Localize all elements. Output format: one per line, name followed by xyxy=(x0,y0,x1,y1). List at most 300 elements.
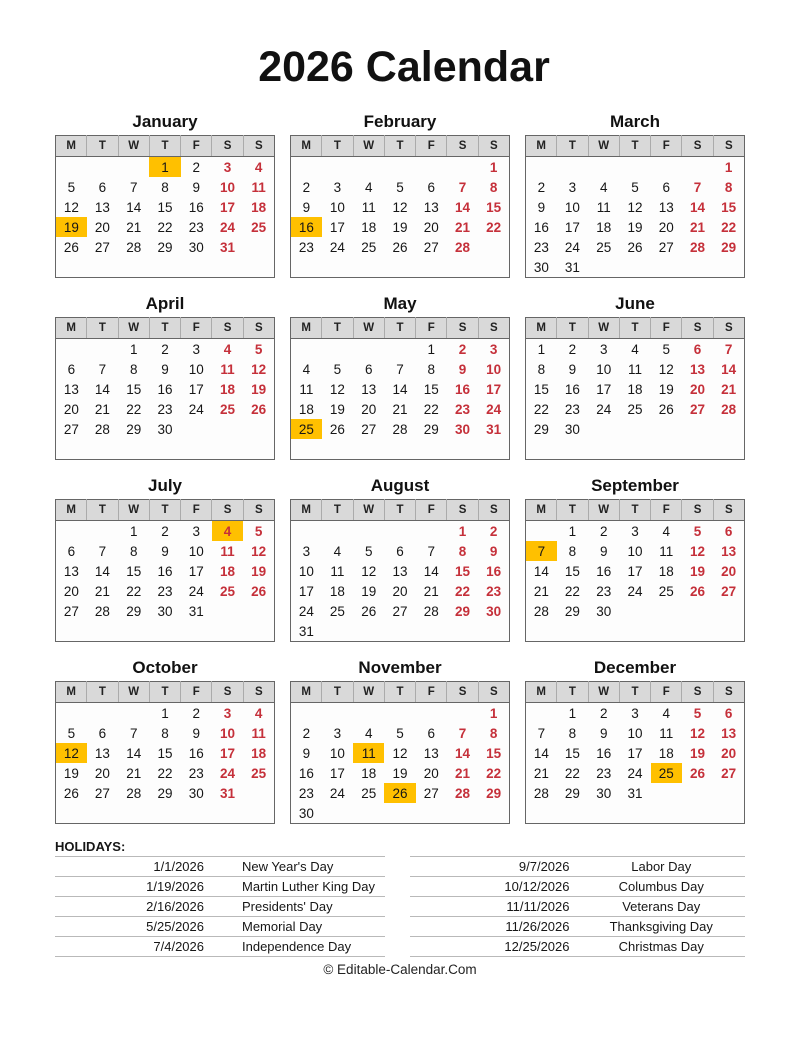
day-cell: 16 xyxy=(596,745,612,761)
day-cell xyxy=(416,621,447,642)
day-cell-highlighted: 11 xyxy=(353,743,384,763)
day-cell: 27 xyxy=(63,603,79,619)
day-cell xyxy=(353,339,384,360)
weekday-header: F xyxy=(416,500,447,521)
day-cell: 30 xyxy=(596,785,612,801)
day-cell xyxy=(384,157,415,178)
day-cell: 12 xyxy=(690,725,706,741)
day-cell: 23 xyxy=(188,765,204,781)
day-cell xyxy=(291,703,322,724)
day-cell: 25 xyxy=(658,583,674,599)
day-cell: 13 xyxy=(423,745,439,761)
holiday-name: New Year's Day xyxy=(220,857,385,877)
week-row xyxy=(56,359,275,379)
weekday-header: M xyxy=(291,682,322,703)
week-row xyxy=(291,399,510,419)
weekday-header-row xyxy=(291,682,510,703)
day-cell xyxy=(713,257,744,278)
holidays-section xyxy=(55,837,745,957)
day-cell: 15 xyxy=(126,381,142,397)
day-cell: 28 xyxy=(126,239,142,255)
day-cell: 8 xyxy=(568,725,577,741)
day-cell xyxy=(619,419,650,439)
day-cell xyxy=(478,803,509,824)
day-cell: 24 xyxy=(329,239,345,255)
day-cell: 23 xyxy=(298,785,314,801)
day-cell xyxy=(243,237,274,257)
weekday-header: F xyxy=(651,500,682,521)
weekday-header: F xyxy=(181,500,212,521)
day-cell: 4 xyxy=(364,179,373,195)
day-cell: 11 xyxy=(220,543,235,559)
day-cell: 14 xyxy=(423,563,439,579)
holiday-row xyxy=(55,937,385,957)
day-cell: 8 xyxy=(427,361,436,377)
day-cell: 3 xyxy=(302,543,311,559)
day-cell: 12 xyxy=(627,199,643,215)
weekday-header: M xyxy=(526,682,557,703)
day-cell xyxy=(384,339,415,360)
day-cell: 11 xyxy=(627,361,642,377)
day-cell xyxy=(447,803,478,824)
weekday-header: T xyxy=(619,136,650,157)
day-cell xyxy=(56,157,87,178)
day-cell: 23 xyxy=(564,401,580,417)
week-row xyxy=(526,257,745,278)
weekday-header: S xyxy=(212,682,243,703)
weekday-header: S xyxy=(478,682,509,703)
day-cell: 5 xyxy=(333,361,342,377)
day-cell: 5 xyxy=(67,725,76,741)
day-cell: 27 xyxy=(63,421,79,437)
weekday-header: T xyxy=(619,682,650,703)
day-cell: 10 xyxy=(596,361,612,377)
weekday-header: S xyxy=(447,136,478,157)
day-cell: 20 xyxy=(721,745,737,761)
month-title: December xyxy=(593,658,677,678)
weekday-header: T xyxy=(557,682,588,703)
day-cell: 2 xyxy=(302,725,311,741)
day-cell: 8 xyxy=(161,725,169,741)
day-cell xyxy=(588,621,619,642)
day-cell: 8 xyxy=(458,543,467,559)
day-cell: 29 xyxy=(721,239,737,255)
day-cell: 26 xyxy=(361,603,377,619)
weekday-header-row xyxy=(56,500,275,521)
day-cell xyxy=(322,339,353,360)
months-grid xyxy=(55,111,808,824)
day-cell: 11 xyxy=(299,381,314,397)
day-cell: 21 xyxy=(533,765,549,781)
day-cell: 18 xyxy=(220,381,236,397)
week-row xyxy=(526,581,745,601)
week-row xyxy=(291,359,510,379)
day-cell: 22 xyxy=(157,765,173,781)
week-row xyxy=(291,803,510,824)
week-row xyxy=(291,561,510,581)
week-row xyxy=(526,237,745,257)
week-row xyxy=(56,601,275,621)
day-cell: 1 xyxy=(458,523,467,539)
day-cell: 3 xyxy=(223,705,232,721)
day-cell: 4 xyxy=(364,725,373,741)
holidays-header-row xyxy=(410,837,745,857)
day-cell: 21 xyxy=(392,401,408,417)
day-cell: 20 xyxy=(721,563,737,579)
weekday-header: M xyxy=(526,136,557,157)
day-cell xyxy=(353,257,384,278)
day-cell: 22 xyxy=(564,765,580,781)
week-row xyxy=(526,197,745,217)
day-cell: 17 xyxy=(486,381,502,397)
day-cell: 27 xyxy=(94,785,110,801)
day-cell: 26 xyxy=(627,239,643,255)
day-cell: 9 xyxy=(489,543,498,559)
day-cell: 23 xyxy=(596,765,612,781)
holiday-name: Independence Day xyxy=(220,937,385,957)
day-cell: 31 xyxy=(220,239,236,255)
day-cell xyxy=(682,601,713,621)
day-cell: 5 xyxy=(364,543,373,559)
weekday-header: W xyxy=(353,500,384,521)
day-cell: 14 xyxy=(533,745,549,761)
day-cell xyxy=(291,339,322,360)
weekday-header: M xyxy=(56,136,87,157)
day-cell: 19 xyxy=(361,583,377,599)
day-cell: 6 xyxy=(662,179,671,195)
day-cell: 26 xyxy=(392,239,408,255)
weekday-header: S xyxy=(682,682,713,703)
day-cell: 25 xyxy=(329,603,345,619)
page-title: 2026 Calendar xyxy=(258,43,550,91)
weekday-header: W xyxy=(588,318,619,339)
weekday-header: M xyxy=(56,500,87,521)
day-cell xyxy=(56,621,87,642)
week-row xyxy=(56,763,275,783)
weekday-header: W xyxy=(588,500,619,521)
day-cell: 24 xyxy=(596,401,612,417)
week-row xyxy=(56,157,275,178)
holidays-label: HOLIDAYS: xyxy=(55,837,385,857)
day-cell: 8 xyxy=(724,179,733,195)
day-cell: 9 xyxy=(302,199,311,215)
day-cell xyxy=(416,157,447,178)
weekday-header-row xyxy=(526,500,745,521)
week-row xyxy=(526,763,745,783)
day-cell: 2 xyxy=(599,705,608,721)
day-cell: 31 xyxy=(486,421,502,437)
day-cell: 27 xyxy=(721,765,737,781)
day-cell xyxy=(713,601,744,621)
holiday-date: 9/7/2026 xyxy=(410,857,578,877)
day-cell xyxy=(416,521,447,542)
day-cell: 14 xyxy=(126,745,142,761)
day-cell: 23 xyxy=(533,239,549,255)
day-cell xyxy=(322,621,353,642)
day-cell xyxy=(478,257,509,278)
day-cell: 10 xyxy=(329,199,345,215)
weekday-header: S xyxy=(243,500,274,521)
day-cell xyxy=(353,439,384,460)
day-cell: 1 xyxy=(568,705,577,721)
day-cell: 12 xyxy=(392,745,408,761)
day-cell: 3 xyxy=(333,179,342,195)
weekday-header: M xyxy=(526,318,557,339)
day-cell: 12 xyxy=(392,199,408,215)
day-cell: 13 xyxy=(392,563,408,579)
week-row xyxy=(291,339,510,360)
week-row xyxy=(526,217,745,237)
day-cell: 13 xyxy=(690,361,706,377)
day-cell: 15 xyxy=(157,745,173,761)
day-cell xyxy=(322,157,353,178)
month-title: October xyxy=(132,658,198,678)
day-cell: 3 xyxy=(631,705,639,721)
day-cell: 15 xyxy=(564,745,580,761)
weekday-header: T xyxy=(322,500,353,521)
month-december xyxy=(525,657,745,824)
week-row xyxy=(56,621,275,642)
day-cell: 25 xyxy=(596,239,612,255)
week-row xyxy=(291,379,510,399)
day-cell: 9 xyxy=(599,543,608,559)
weekday-header: M xyxy=(291,318,322,339)
day-cell xyxy=(651,621,682,642)
day-cell: 29 xyxy=(423,421,439,437)
day-cell: 11 xyxy=(596,199,611,215)
day-cell: 25 xyxy=(251,765,267,781)
day-cell: 10 xyxy=(329,745,345,761)
day-cell xyxy=(651,439,682,460)
weekday-header: M xyxy=(291,136,322,157)
day-cell: 9 xyxy=(458,361,467,377)
day-cell: 16 xyxy=(533,219,549,235)
day-cell: 7 xyxy=(693,179,702,195)
day-cell xyxy=(87,339,118,360)
day-cell: 21 xyxy=(126,219,142,235)
day-cell: 10 xyxy=(486,361,502,377)
day-cell xyxy=(56,803,87,824)
month-table xyxy=(525,499,745,642)
week-row xyxy=(291,783,510,803)
day-cell: 21 xyxy=(455,765,471,781)
week-row xyxy=(56,743,275,763)
day-cell xyxy=(447,703,478,724)
week-row xyxy=(526,601,745,621)
day-cell: 26 xyxy=(690,583,706,599)
month-title: May xyxy=(383,294,417,314)
day-cell xyxy=(682,419,713,439)
day-cell: 30 xyxy=(157,421,173,437)
day-cell: 7 xyxy=(396,361,404,377)
month-november xyxy=(290,657,510,824)
day-cell: 6 xyxy=(396,543,404,559)
day-cell: 23 xyxy=(455,401,471,417)
day-cell: 19 xyxy=(690,745,706,761)
day-cell xyxy=(181,439,212,460)
day-cell xyxy=(87,157,118,178)
day-cell: 19 xyxy=(251,563,267,579)
day-cell: 27 xyxy=(721,583,737,599)
day-cell xyxy=(87,439,118,460)
day-cell xyxy=(588,803,619,824)
weekday-header-row xyxy=(56,136,275,157)
day-cell xyxy=(713,783,744,803)
day-cell xyxy=(56,257,87,278)
day-cell: 24 xyxy=(220,765,236,781)
day-cell: 13 xyxy=(94,199,110,215)
day-cell: 9 xyxy=(161,543,169,559)
week-row xyxy=(526,157,745,178)
week-row xyxy=(56,419,275,439)
day-cell: 23 xyxy=(298,239,314,255)
day-cell xyxy=(416,257,447,278)
day-cell: 20 xyxy=(361,401,377,417)
day-cell: 8 xyxy=(489,179,498,195)
day-cell xyxy=(526,621,557,642)
day-cell: 28 xyxy=(94,603,110,619)
weekday-header: S xyxy=(212,136,243,157)
holidays-header-row xyxy=(55,837,385,857)
day-cell: 3 xyxy=(192,523,201,539)
day-cell: 18 xyxy=(329,583,345,599)
day-cell xyxy=(682,621,713,642)
holiday-row xyxy=(410,897,745,917)
day-cell: 30 xyxy=(157,603,173,619)
day-cell xyxy=(619,157,650,178)
day-cell: 29 xyxy=(533,421,549,437)
day-cell: 6 xyxy=(67,361,76,377)
day-cell xyxy=(212,257,243,278)
day-cell-highlighted: 1 xyxy=(149,157,180,178)
weekday-header: M xyxy=(56,682,87,703)
day-cell xyxy=(212,803,243,824)
day-cell: 6 xyxy=(724,523,733,539)
day-cell: 7 xyxy=(537,725,546,741)
day-cell: 14 xyxy=(721,361,737,377)
day-cell: 12 xyxy=(63,199,79,215)
day-cell: 3 xyxy=(599,341,608,357)
day-cell: 23 xyxy=(188,219,204,235)
day-cell xyxy=(243,621,274,642)
week-row xyxy=(291,217,510,237)
week-row xyxy=(291,763,510,783)
day-cell: 14 xyxy=(533,563,549,579)
day-cell: 8 xyxy=(161,179,169,195)
day-cell: 31 xyxy=(564,259,580,275)
day-cell: 17 xyxy=(564,219,580,235)
day-cell: 19 xyxy=(627,219,643,235)
day-cell: 2 xyxy=(489,523,498,539)
day-cell: 1 xyxy=(537,341,546,357)
holiday-date: 11/26/2026 xyxy=(410,917,578,937)
day-cell: 21 xyxy=(455,219,471,235)
day-cell xyxy=(526,157,557,178)
day-cell: 28 xyxy=(392,421,408,437)
day-cell: 21 xyxy=(94,583,110,599)
day-cell: 30 xyxy=(564,421,580,437)
day-cell: 28 xyxy=(94,421,110,437)
weekday-header: S xyxy=(243,136,274,157)
day-cell xyxy=(651,601,682,621)
day-cell xyxy=(588,157,619,178)
day-cell: 7 xyxy=(724,341,733,357)
day-cell: 2 xyxy=(302,179,311,195)
month-title: August xyxy=(370,476,430,496)
week-row xyxy=(56,399,275,419)
day-cell: 15 xyxy=(564,563,580,579)
day-cell: 12 xyxy=(658,361,674,377)
day-cell: 6 xyxy=(364,361,373,377)
day-cell xyxy=(384,803,415,824)
week-row xyxy=(291,177,510,197)
day-cell: 29 xyxy=(564,603,580,619)
weekday-header: T xyxy=(384,682,415,703)
day-cell: 5 xyxy=(396,725,404,741)
day-cell xyxy=(118,703,149,724)
day-cell: 18 xyxy=(596,219,612,235)
holiday-date: 1/1/2026 xyxy=(55,857,220,877)
week-row xyxy=(56,379,275,399)
weekday-header: S xyxy=(243,318,274,339)
day-cell: 29 xyxy=(486,785,502,801)
day-cell: 13 xyxy=(63,563,79,579)
day-cell: 22 xyxy=(126,401,142,417)
day-cell xyxy=(87,703,118,724)
day-cell: 13 xyxy=(721,543,737,559)
weekday-header: T xyxy=(384,500,415,521)
day-cell: 24 xyxy=(329,785,345,801)
day-cell xyxy=(353,521,384,542)
holiday-row xyxy=(55,877,385,897)
holiday-row xyxy=(410,877,745,897)
day-cell: 28 xyxy=(455,239,471,255)
day-cell: 18 xyxy=(220,563,236,579)
day-cell: 22 xyxy=(486,765,502,781)
day-cell: 21 xyxy=(126,765,142,781)
day-cell: 16 xyxy=(188,745,204,761)
day-cell xyxy=(651,257,682,278)
day-cell: 4 xyxy=(662,523,671,539)
day-cell xyxy=(291,521,322,542)
day-cell xyxy=(56,521,87,542)
day-cell xyxy=(243,601,274,621)
day-cell: 24 xyxy=(486,401,502,417)
week-row xyxy=(526,743,745,763)
day-cell: 10 xyxy=(627,543,643,559)
day-cell: 31 xyxy=(220,785,236,801)
day-cell xyxy=(149,439,180,460)
month-august xyxy=(290,475,510,642)
day-cell xyxy=(118,621,149,642)
day-cell xyxy=(713,803,744,824)
day-cell xyxy=(384,521,415,542)
day-cell: 6 xyxy=(427,179,436,195)
weekday-header: F xyxy=(416,318,447,339)
day-cell: 10 xyxy=(564,199,580,215)
day-cell: 4 xyxy=(662,705,671,721)
day-cell: 7 xyxy=(129,725,138,741)
weekday-header: W xyxy=(353,136,384,157)
day-cell xyxy=(416,703,447,724)
day-cell xyxy=(557,157,588,178)
weekday-header: T xyxy=(619,318,650,339)
week-row xyxy=(56,541,275,561)
day-cell xyxy=(118,439,149,460)
weekday-header: S xyxy=(682,318,713,339)
weekday-header: S xyxy=(447,318,478,339)
day-cell: 14 xyxy=(94,381,110,397)
